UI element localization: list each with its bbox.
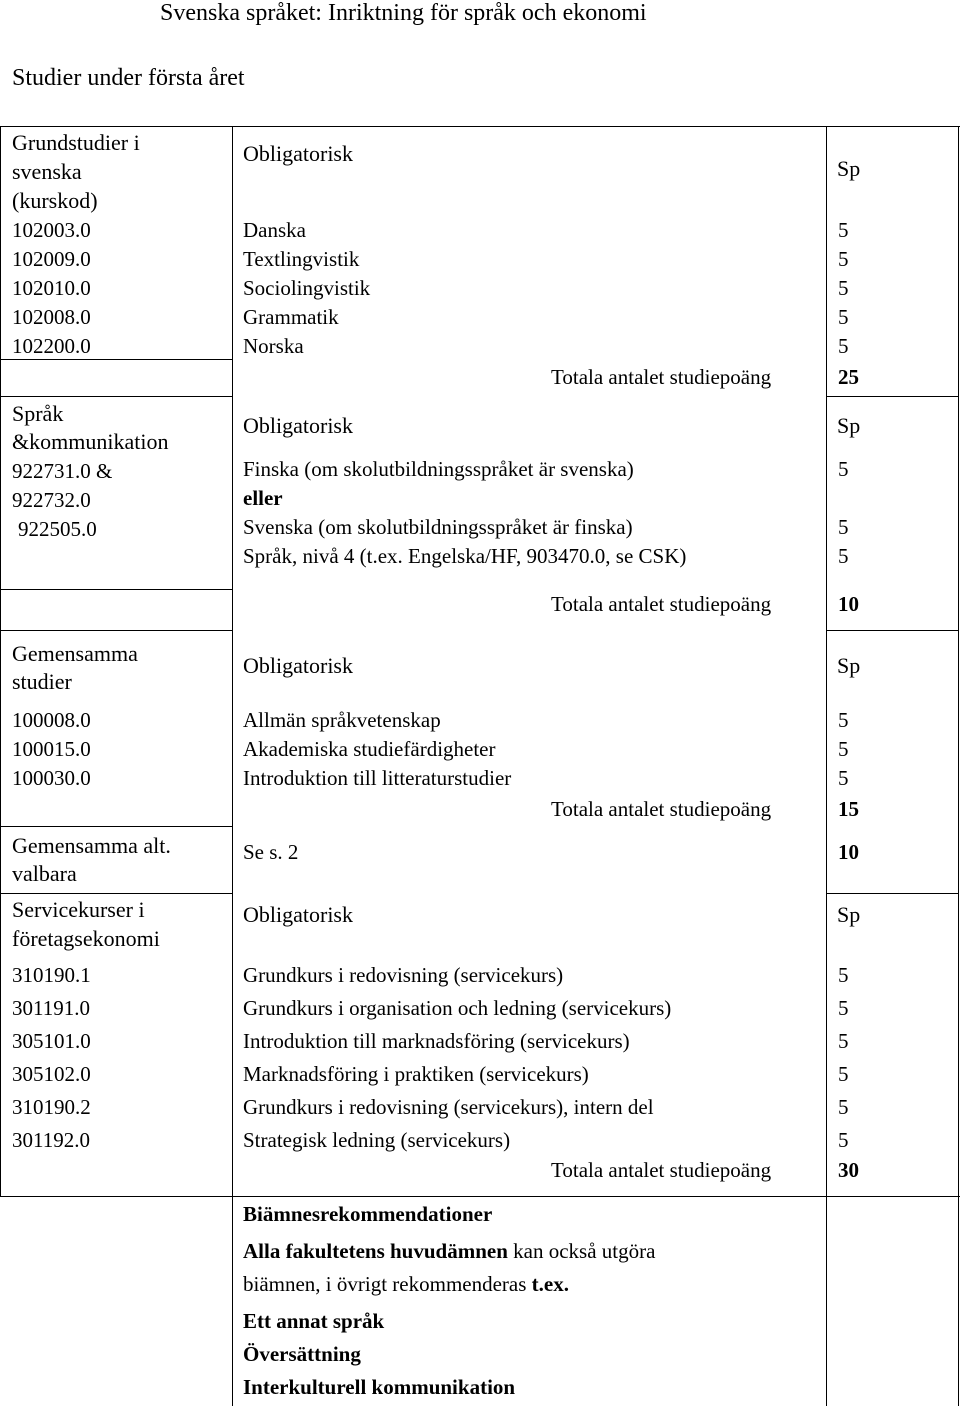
course-names: Allmän språkvetenskap Akademiska studiefärdigheter Introduktion till litteraturstudier (243, 708, 512, 790)
course-codes: 100008.0 100015.0 100030.0 (12, 708, 91, 790)
course-credit: 5 (838, 544, 849, 568)
course-codes: 922731.0 & 922732.0 922505.0 (12, 459, 113, 541)
section-title: Grundstudier i svenska (kurskod) (12, 130, 140, 213)
course-credit: 5 (838, 515, 849, 539)
course-codes: 310190.1 301191.0 305101.0 305102.0 310190.2 301192.0 (12, 963, 91, 1152)
course-credits: 5 5 5 (838, 708, 849, 790)
recommended-subjects (243, 1305, 515, 1404)
total-label: Totala antalet studiepoäng (551, 797, 772, 821)
obligatory-label: Obligatorisk (243, 653, 353, 678)
section-title: Språk &kommunikation (12, 401, 169, 454)
total-value: 30 (838, 1158, 859, 1182)
course-credits: 5 5 5 5 5 5 (838, 963, 849, 1152)
total-value: 10 (838, 592, 859, 616)
list-item: Ett annat språk (243, 1309, 385, 1333)
page-subtitle: Studier under första året (12, 65, 245, 91)
section-title: Servicekurser i företagsekonomi (12, 897, 160, 951)
sp-header: Sp (837, 156, 861, 181)
credit-value: 10 (838, 840, 859, 864)
section-title: Biämnesrekommendationer (243, 1202, 493, 1226)
sp-header: Sp (837, 902, 861, 927)
total-value: 25 (838, 365, 859, 389)
total-label: Totala antalet studiepoäng (551, 592, 772, 616)
obligatory-label: Obligatorisk (243, 902, 353, 927)
list-item: Översättning (243, 1342, 361, 1366)
or-label: eller (243, 486, 283, 510)
list-item: Interkulturell kommunikation (243, 1375, 516, 1399)
recommendation-line: Alla fakultetens huvudämnen kan också utgöra (243, 1239, 656, 1263)
section-title: Gemensamma alt. valbara (12, 833, 171, 886)
total-label: Totala antalet studiepoäng (551, 1158, 772, 1182)
obligatory-label: Obligatorisk (243, 413, 353, 438)
course-codes: 102003.0 102009.0 102010.0 102008.0 102200.0 (12, 218, 91, 358)
obligatory-label: Obligatorisk (243, 141, 353, 166)
course-names: Danska Textlingvistik Sociolingvistik Grammatik Norska (243, 218, 371, 358)
course-name: Språk, nivå 4 (t.ex. Engelska/HF, 903470.0, se CSK) (243, 544, 687, 568)
sp-header: Sp (837, 413, 861, 438)
section-title: Gemensamma studier (12, 641, 138, 694)
course-names: Grundkurs i redovisning (servicekurs) Grundkurs i organisation och ledning (servicekurs) Introduktion till marknadsföring (servicekurs) Marknadsföring i praktiken (servicekurs) Grundkurs i redovisning (servicekurs), intern del Strategisk ledning (servicekurs) (243, 963, 672, 1152)
course-name: Svenska (om skolutbildningsspråket är finska) (243, 515, 633, 539)
course-name: Finska (om skolutbildningsspråket är svenska) (243, 457, 634, 481)
course-credit: 5 (838, 457, 849, 481)
sp-header: Sp (837, 653, 861, 678)
page-title: Svenska språket: Inriktning för språk och ekonomi (160, 0, 647, 26)
see-page-note: Se s. 2 (243, 840, 299, 864)
total-value: 15 (838, 797, 859, 821)
total-label: Totala antalet studiepoäng (551, 365, 772, 389)
recommendation-line: biämnen, i övrigt rekommenderas t.ex. (243, 1272, 569, 1296)
course-credits: 5 5 5 5 5 (838, 218, 849, 358)
